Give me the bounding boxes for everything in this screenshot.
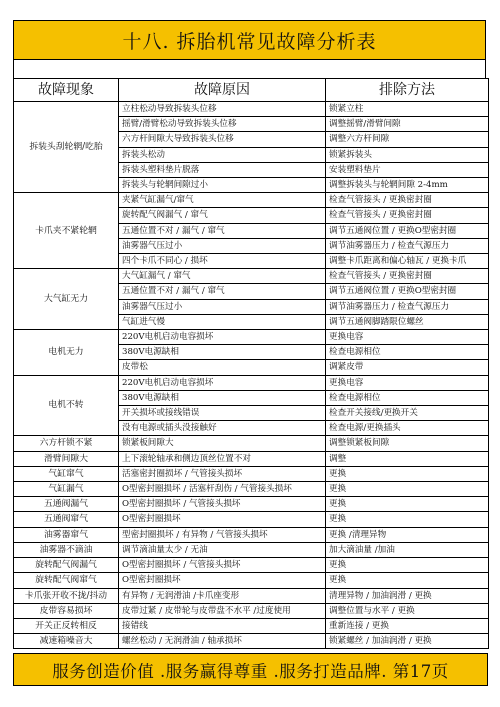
fault-fix-cell: 调节油雾器压力 / 检查气源压力 [326, 299, 489, 314]
fault-phenomenon-cell: 气缸漏气 [14, 482, 119, 497]
fault-fix-cell: 检查气管接头 / 更换密封圈 [326, 269, 489, 284]
fault-phenomenon-cell: 旋转配气阀漏气 [14, 558, 119, 573]
table-row [14, 603, 489, 618]
table-row [14, 512, 489, 527]
table-row [14, 102, 489, 117]
table-row [14, 542, 489, 557]
fault-fix-cell: 安装塑料垫片 [326, 162, 489, 177]
fault-phenomenon-cell: 卡爪张开收不拢/抖动 [14, 588, 119, 603]
fault-cause-cell: 380V电源缺相 [119, 345, 326, 360]
fault-fix-cell: 更换电容 [326, 330, 489, 345]
fault-fix-cell: 锁紧立柱 [326, 102, 489, 117]
fault-table [13, 78, 489, 649]
fault-cause-cell: 上下滚轮轴承和侧边顶丝位置不对 [119, 451, 326, 466]
fault-fix-cell: 重新连接 / 更换 [326, 618, 489, 633]
fault-phenomenon-cell: 滑臂间隙大 [14, 451, 119, 466]
fault-phenomenon-cell: 开关正反转相反 [14, 618, 119, 633]
fault-cause-cell: O型密封圈损坏 / 气管接头损坏 [119, 558, 326, 573]
table-row [14, 193, 489, 208]
fault-fix-cell: 检查气管接头 / 更换密封圈 [326, 208, 489, 223]
fault-fix-cell: 锁紧拆装头 [326, 147, 489, 162]
table-row [14, 588, 489, 603]
header-phenomenon: 故障现象 [14, 79, 119, 102]
fault-phenomenon-cell: 电机不转 [14, 375, 119, 436]
fault-cause-cell: 旋转配气阀漏气 / 窜气 [119, 208, 326, 223]
fault-cause-cell: 四个卡爪不同心 / 损坏 [119, 254, 326, 269]
fault-cause-cell: O型密封圈损坏 / 活塞杆刮伤 / 气管接头损坏 [119, 482, 326, 497]
fault-fix-cell: 更换 [326, 558, 489, 573]
fault-cause-cell: 油雾器气压过小 [119, 238, 326, 253]
fault-cause-cell: 活塞密封圈损坏 / 气管接头损坏 [119, 466, 326, 481]
fault-fix-cell: 检查电源相位 [326, 345, 489, 360]
fault-phenomenon-cell: 卡爪夹不紧轮辋 [14, 193, 119, 269]
fault-fix-cell: 调整摇臂/滑臂间隙 [326, 117, 489, 132]
fault-cause-cell: 螺丝松动 / 无润滑油 / 轴承损坏 [119, 634, 326, 649]
fault-fix-cell: 更换 [326, 512, 489, 527]
fault-fix-cell: 调整拆装头与轮辋间隙 2-4mm [326, 178, 489, 193]
table-row [14, 330, 489, 345]
table-row [14, 558, 489, 573]
table-row [14, 466, 489, 481]
fault-phenomenon-cell: 皮带容易损坏 [14, 603, 119, 618]
fault-fix-cell: 更换电容 [326, 375, 489, 390]
table-row [14, 375, 489, 390]
fault-fix-cell: 调节油雾器压力 / 检查气源压力 [326, 238, 489, 253]
fault-analysis-sheet [13, 20, 486, 649]
fault-fix-cell: 调紧皮带 [326, 360, 489, 375]
table-header-row [14, 79, 489, 102]
fault-fix-cell: 加大滴油量 /加油 [326, 542, 489, 557]
fault-fix-cell: 调节五通阀位置 / 更换O型密封圈 [326, 284, 489, 299]
fault-cause-cell: 立柱松动导致拆装头位移 [119, 102, 326, 117]
fault-fix-cell: 更换 /清理异物 [326, 527, 489, 542]
fault-cause-cell: 有异物 / 无润滑油 /卡爪座变形 [119, 588, 326, 603]
fault-cause-cell: 220V电机启动电容损坏 [119, 330, 326, 345]
fault-cause-cell: 220V电机启动电容损坏 [119, 375, 326, 390]
fault-phenomenon-cell: 旋转配气阀窜气 [14, 573, 119, 588]
fault-cause-cell: 型密封圈损坏 / 有异物 / 气管接头损坏 [119, 527, 326, 542]
table-row [14, 573, 489, 588]
fault-fix-cell: 调节五通阀位置 / 更换O型密封圈 [326, 223, 489, 238]
fault-fix-cell: 锁紧螺丝 / 加油润滑 / 更换 [326, 634, 489, 649]
fault-fix-cell: 调整位置与水平 / 更换 [326, 603, 489, 618]
table-row [14, 634, 489, 649]
fault-cause-cell: 摇臂/滑臂松动导致拆装头位移 [119, 117, 326, 132]
table-row [14, 497, 489, 512]
table-row [14, 451, 489, 466]
fault-cause-cell: 开关损坏或接线错误 [119, 406, 326, 421]
fault-fix-cell: 清理异物 / 加油润滑 / 更换 [326, 588, 489, 603]
fault-phenomenon-cell: 五通阀漏气 [14, 497, 119, 512]
fault-fix-cell: 调整六方杆间隙 [326, 132, 489, 147]
page-title: 十八. 拆胎机常见故障分析表 [13, 20, 486, 60]
fault-phenomenon-cell: 油雾器窜气 [14, 527, 119, 542]
table-row [14, 618, 489, 633]
fault-fix-cell: 检查电源/更换插头 [326, 421, 489, 436]
fault-cause-cell: O型密封圈损坏 / 气管接头损坏 [119, 497, 326, 512]
fault-cause-cell: 六方杆间隙大导致拆装头位移 [119, 132, 326, 147]
fault-phenomenon-cell: 气缸窜气 [14, 466, 119, 481]
fault-phenomenon-cell: 拆装头刮轮辋/吃胎 [14, 102, 119, 193]
fault-phenomenon-cell: 六方杆锁不紧 [14, 436, 119, 451]
fault-cause-cell: 气缸进气慢 [119, 314, 326, 329]
fault-fix-cell: 调整锁紧板间隙 [326, 436, 489, 451]
fault-cause-cell: 夹紧气缸漏气/窜气 [119, 193, 326, 208]
fault-cause-cell: 油雾器气压过小 [119, 299, 326, 314]
fault-cause-cell: 皮带过紧 / 皮带轮与皮带盘不水平 /过度使用 [119, 603, 326, 618]
fault-cause-cell: 没有电源或插头没接触好 [119, 421, 326, 436]
fault-cause-cell: 大气缸漏气 / 窜气 [119, 269, 326, 284]
fault-cause-cell: 五通位置不对 / 漏气 / 窜气 [119, 223, 326, 238]
fault-cause-cell: 五通位置不对 / 漏气 / 窜气 [119, 284, 326, 299]
spacer-row [13, 60, 486, 78]
header-cause: 故障原因 [119, 79, 326, 102]
table-row [14, 269, 489, 284]
fault-cause-cell: 380V电源缺相 [119, 390, 326, 405]
fault-fix-cell: 更换 [326, 497, 489, 512]
fault-cause-cell: 拆装头与轮辋间隙过小 [119, 178, 326, 193]
table-row [14, 527, 489, 542]
fault-cause-cell: 接错线 [119, 618, 326, 633]
table-row [14, 436, 489, 451]
fault-fix-cell: 调节五通阀脚踏限位螺丝 [326, 314, 489, 329]
fault-cause-cell: 拆装头塑料垫片脱落 [119, 162, 326, 177]
fault-fix-cell: 检查电源相位 [326, 390, 489, 405]
fault-phenomenon-cell: 油雾器不滴油 [14, 542, 119, 557]
fault-fix-cell: 更换 [326, 482, 489, 497]
fault-cause-cell: 锁紧板间隙大 [119, 436, 326, 451]
fault-fix-cell: 更换 [326, 466, 489, 481]
fault-fix-cell: 检查气管接头 / 更换密封圈 [326, 193, 489, 208]
table-body [14, 102, 489, 649]
fault-fix-cell: 调整卡爪距离和偏心轴瓦 / 更换卡爪 [326, 254, 489, 269]
fault-fix-cell: 更换 [326, 573, 489, 588]
fault-phenomenon-cell: 减速箱噪音大 [14, 634, 119, 649]
fault-fix-cell: 调整 [326, 451, 489, 466]
fault-cause-cell: 皮带松 [119, 360, 326, 375]
table-row [14, 482, 489, 497]
fault-phenomenon-cell: 五通阀窜气 [14, 512, 119, 527]
fault-phenomenon-cell: 电机无力 [14, 330, 119, 376]
fault-fix-cell: 检查开关接线/更换开关 [326, 406, 489, 421]
header-fix: 排除方法 [326, 79, 489, 102]
fault-phenomenon-cell: 大气缸无力 [14, 269, 119, 330]
fault-cause-cell: 拆装头松动 [119, 147, 326, 162]
page-footer: 服务创造价值 .服务赢得尊重 .服务打造品牌. 第17页 [13, 653, 488, 686]
fault-cause-cell: 调节滴油量太少 / 无油 [119, 542, 326, 557]
fault-cause-cell: O型密封圈损坏 [119, 573, 326, 588]
fault-cause-cell: O型密封圈损坏 [119, 512, 326, 527]
